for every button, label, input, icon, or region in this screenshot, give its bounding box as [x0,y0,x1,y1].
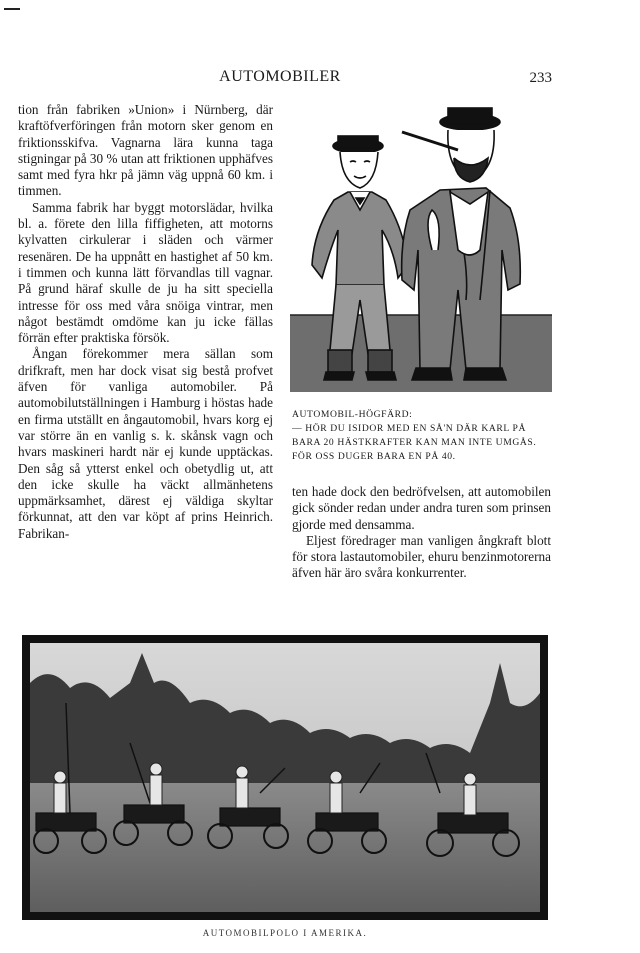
paragraph: tion från fabriken »Union» i Nürnberg, där kraftöfverföringen från motorn sker genom en friktionsskifva. Vagnarna lära kunna taga stigningar på 30 % utan att friktionen upphäfves samt med fyra hkr på jämn väg uppnå 60 km. i timmen. [18,102,273,199]
photo-caption: AUTOMOBILPOLO I AMERIKA. [202,928,368,938]
cartoon-caption [292,408,550,464]
right-column [292,484,551,582]
paragraph: Samma fabrik har byggt motorslädar, hvilka bl. a. förete den lilla fiffigheten, att motorns kylvatten cirkulerar i släden och värmer resenären. De ha uppnått en hastighet af 50 km. i timmen och kunna lätt förvandlas till vagnar. På grund häraf skulle de ju ha sitt speciella intresse för oss med våra snöiga vintrar, men något bestämdt omdöme kan ju icke fällas förrän efter praktiska försök. [18,199,273,346]
page-number: 233 [529,70,552,86]
cartoon-caption-text: — HÖR DU ISIDOR MED EN SÅ'N DÄR KARL PÅ BARA 20 HÄSTKRAFTER KAN MAN INTE UMGÅS. FÖR OSS DUGER BARA EN PÅ 40. [292,423,537,462]
automobile-polo-photo [22,635,548,920]
paragraph: ten hade dock den bedröfvelsen, att automobilen gick sönder redan under andra turen som prinsen gjorde med densamma. [292,484,551,532]
paragraph: Eljest föredrager man vanligen ångkraft blott för stora lastautomobiler, ehuru benzinmotorerna äfven här äro svåra konkurrenter. [292,532,551,581]
paragraph: Ångan förekommer mera sällan som drifkraft, men har dock visat sig bestå profvet äfven för vanliga automobiler. På automobilutställningen i Hamburg i höstas hade en firma utställt en ångautomobil, hvars korg ej var större än en vanlig s. k. skånsk vagn och hvars maskineri hardt när ej kunde upptäckas. Den såg så ytterst enkel och obetydlig ut, att den icke skulle ha väckt allmänhetens uppmärksamhet, därest ej väldiga skyltar förkunnat, att den var köpt af prins Heinrich. Fabrikan- [18,346,273,541]
cartoon-caption-title: AUTOMOBIL-HÖGFÄRD: [292,409,413,420]
running-head: AUTOMOBILER [219,68,341,85]
cartoon-illustration [290,100,552,392]
left-column [18,102,273,542]
page-corner-mark [4,8,20,10]
